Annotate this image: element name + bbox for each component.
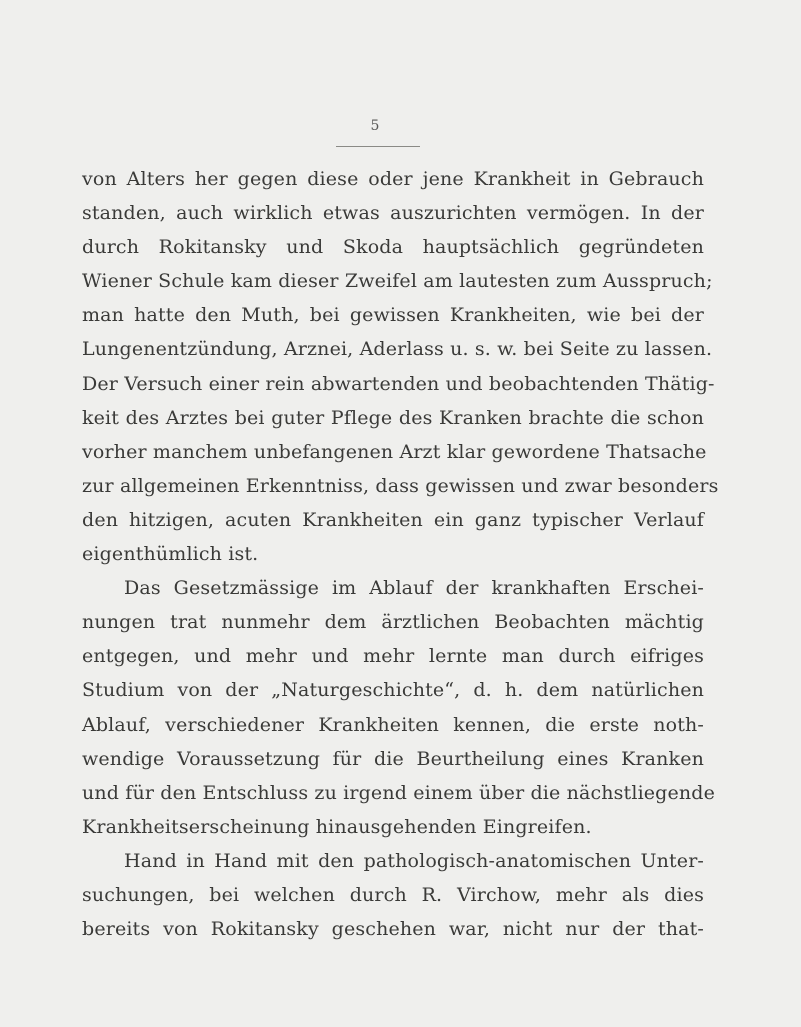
text-line: von Alters her gegen diese oder jene Krankheit in Gebrauch bbox=[82, 168, 704, 190]
text-line: Hand in Hand mit den pathologisch-anatomischen Unter- bbox=[124, 849, 704, 872]
text-line: eigenthümlich ist. bbox=[82, 543, 259, 566]
text-line: den hitzigen, acuten Krankheiten ein ganz typischer Verlauf bbox=[82, 508, 704, 531]
text-line: Lungenentzündung, Arznei, Aderlass u. s. w. bei Seite zu lassen. bbox=[82, 338, 713, 361]
paragraph bbox=[82, 162, 719, 571]
text-line: bereits von Rokitansky geschehen war, nicht nur der that- bbox=[82, 918, 704, 941]
body-text bbox=[82, 162, 719, 946]
text-line: wendige Voraussetzung für die Beurtheilung eines Kranken bbox=[82, 747, 704, 770]
text-line: Wiener Schule kam dieser Zweifel am lautesten zum Ausspruch; bbox=[82, 270, 713, 293]
text-line: standen, auch wirklich etwas auszurichten vermögen. In der bbox=[82, 202, 704, 225]
text-line: zur allgemeinen Erkenntniss, dass gewissen und zwar besonders bbox=[82, 474, 719, 497]
text-line: keit des Arztes bei guter Pflege des Kranken brachte die schon bbox=[82, 406, 704, 429]
text-line: durch Rokitansky und Skoda hauptsächlich gegründeten bbox=[82, 236, 704, 259]
paragraph bbox=[82, 844, 704, 946]
text-line: Krankheitserscheinung hinausgehenden Eingreifen. bbox=[82, 815, 592, 838]
text-line: Das Gesetzmässige im Ablauf der krankhaften Erschei- bbox=[124, 577, 704, 600]
text-line: vorher manchem unbefangenen Arzt klar gewordene Thatsache bbox=[82, 440, 707, 463]
header-rule bbox=[336, 146, 420, 147]
text-line: Der Versuch einer rein abwartenden und beobachtenden Thätig- bbox=[82, 372, 715, 395]
paragraph bbox=[82, 571, 715, 844]
text-line: nungen trat nunmehr dem ärztlichen Beobachten mächtig bbox=[82, 611, 704, 634]
page-number: 5 bbox=[370, 118, 380, 134]
text-line: Studium von der „Naturgeschichte“, d. h. dem natürlichen bbox=[82, 679, 704, 702]
text-line: Ablauf, verschiedener Krankheiten kennen, die erste noth- bbox=[82, 713, 704, 736]
text-line: entgegen, und mehr und mehr lernte man durch eifriges bbox=[82, 645, 704, 668]
text-line: man hatte den Muth, bei gewissen Krankheiten, wie bei der bbox=[82, 304, 704, 327]
text-line: und für den Entschluss zu irgend einem über die nächstliegende bbox=[82, 781, 715, 804]
text-line: suchungen, bei welchen durch R. Virchow, mehr als dies bbox=[82, 883, 704, 906]
